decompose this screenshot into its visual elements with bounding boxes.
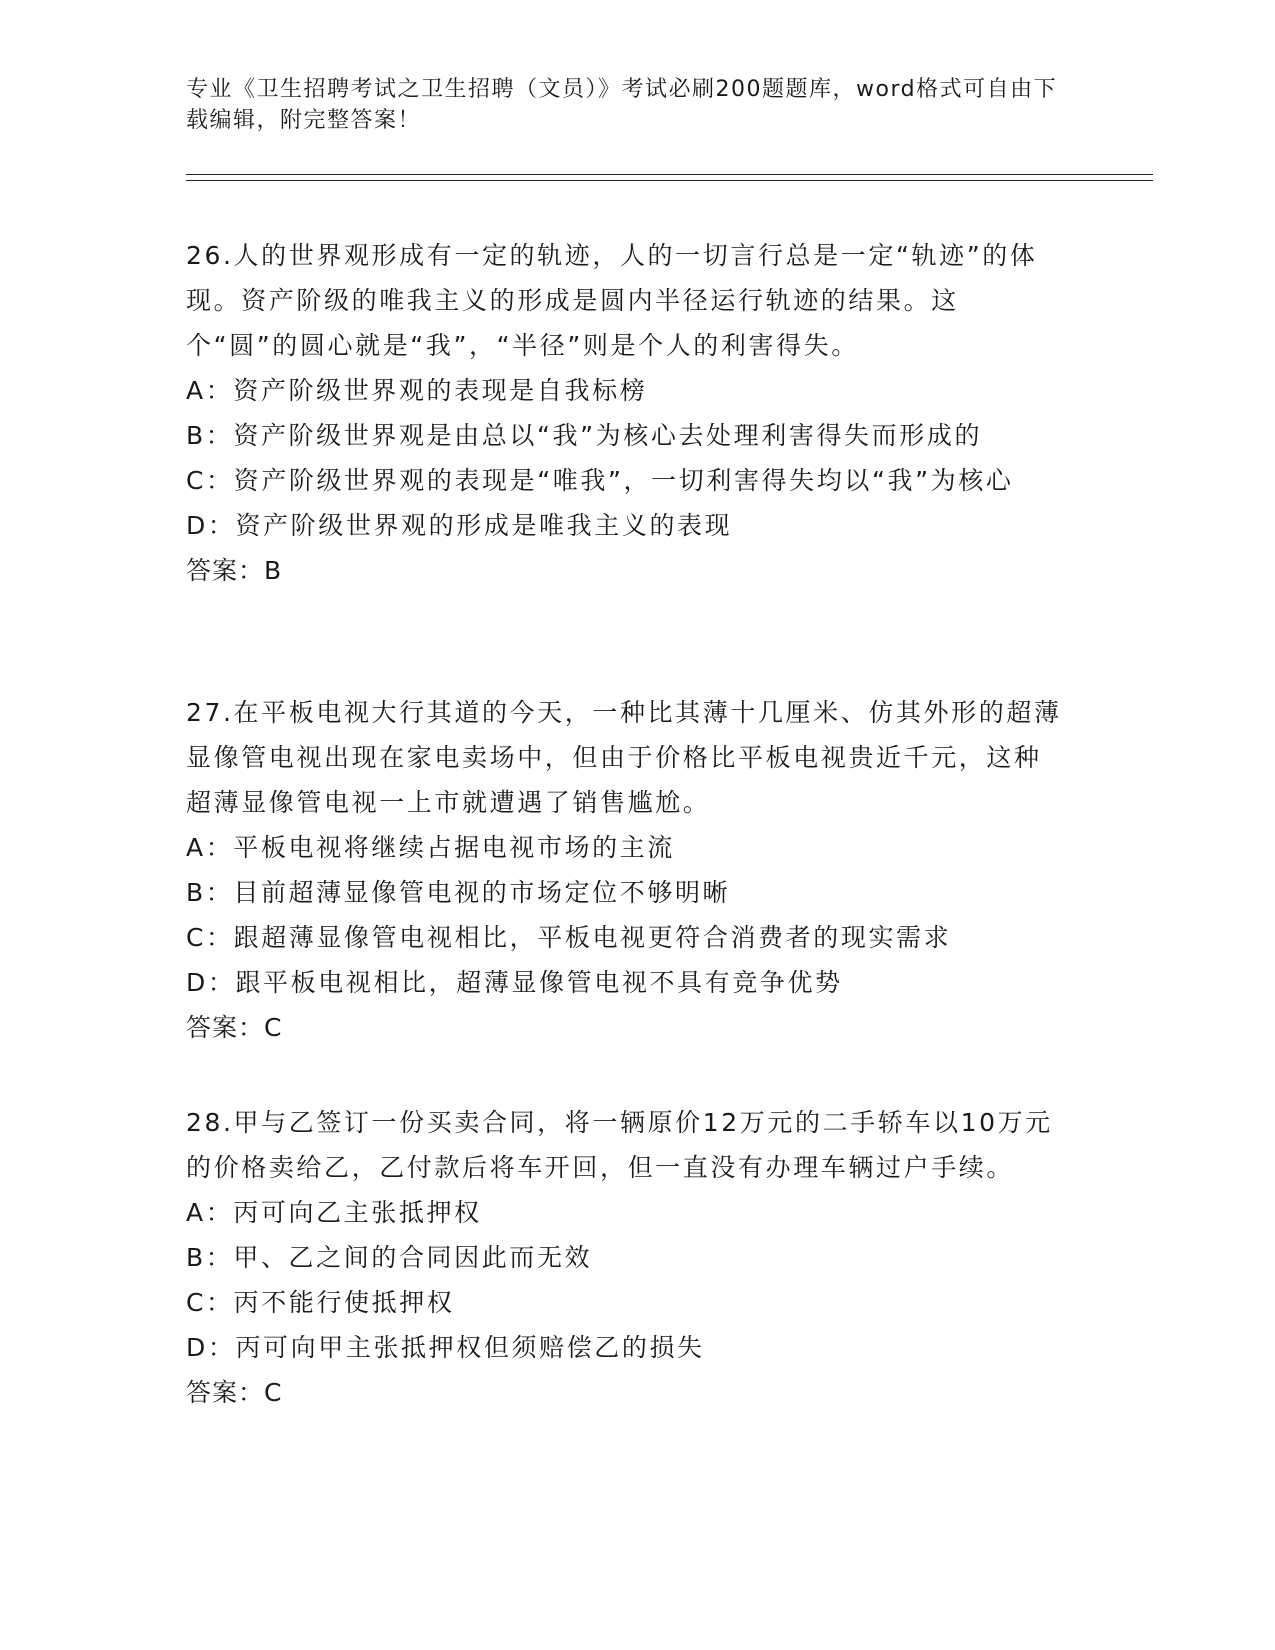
option-a: A：资产阶级世界观的表现是自我标榜 [186, 376, 648, 405]
question-stem: 26.人的世界观形成有一定的轨迹，人的一切言行总是一定“轨迹”的体现。资产阶级的唯我主义的形成是圆内半径运行轨迹的结果。这个“圆”的圆心就是“我”，“半径”则是个人的利害得失。 [186, 241, 1038, 360]
header-divider-top [186, 174, 1153, 175]
option-c: C：跟超薄显像管电视相比，平板电视更符合消费者的现实需求 [186, 923, 952, 952]
question-26 [186, 233, 1066, 593]
answer-label: 答案：C [186, 1013, 283, 1042]
answer-label: 答案：C [186, 1378, 283, 1407]
question-stem: 27.在平板电视大行其道的今天，一种比其薄十几厘米、仿其外形的超薄显像管电视出现在家电卖场中，但由于价格比平板电视贵近千元，这种超薄显像管电视一上市就遭遇了销售尴尬。 [186, 698, 1062, 817]
option-c: C：资产阶级世界观的表现是“唯我”，一切利害得失均以“我”为核心 [186, 466, 1014, 495]
option-d: D：丙可向甲主张抵押权但须赔偿乙的损失 [186, 1333, 705, 1362]
option-b: B：甲、乙之间的合同因此而无效 [186, 1243, 593, 1272]
question-28 [186, 1100, 1066, 1415]
question-stem: 28.甲与乙签订一份买卖合同，将一辆原价12万元的二手轿车以10万元的价格卖给乙，乙付款后将车开回，但一直没有办理车辆过户手续。 [186, 1108, 1053, 1182]
question-27 [186, 690, 1066, 1050]
option-a: A：丙可向乙主张抵押权 [186, 1198, 482, 1227]
option-d: D：资产阶级世界观的形成是唯我主义的表现 [186, 511, 733, 540]
option-a: A：平板电视将继续占据电视市场的主流 [186, 833, 675, 862]
option-b: B：资产阶级世界观是由总以“我”为核心去处理利害得失而形成的 [186, 421, 983, 450]
option-d: D：跟平板电视相比，超薄显像管电视不具有竞争优势 [186, 968, 843, 997]
option-b: B：目前超薄显像管电视的市场定位不够明晰 [186, 878, 731, 907]
header-divider-bottom [186, 180, 1153, 181]
document-header: 专业《卫生招聘考试之卫生招聘（文员）》考试必刷200题题库，word格式可自由下载编辑，附完整答案！ [186, 77, 1058, 133]
option-c: C：丙不能行使抵押权 [186, 1288, 455, 1317]
answer-label: 答案：B [186, 556, 283, 585]
